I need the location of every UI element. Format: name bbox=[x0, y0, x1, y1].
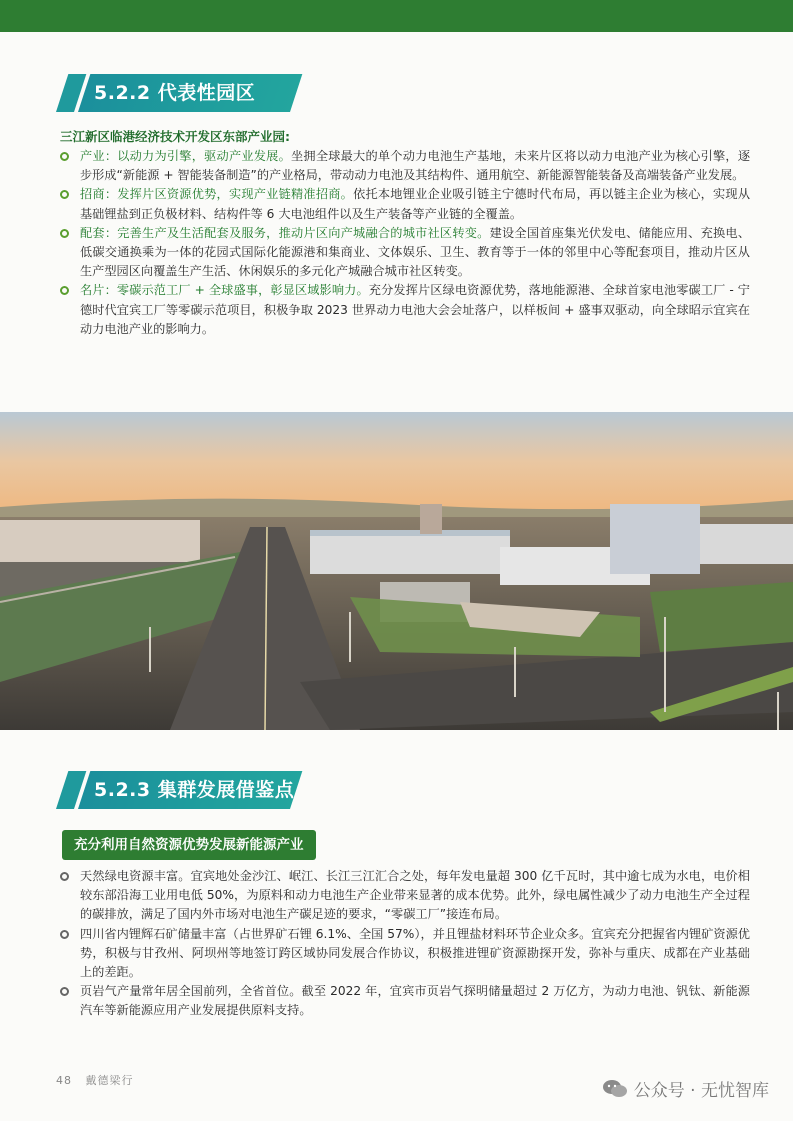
bullet-icon bbox=[60, 987, 69, 996]
list-item: 产业：以动力为引擎，驱动产业发展。坐拥全球最大的单个动力电池生产基地，未来片区将以动力电池产业为核心引擎，逐步形成“新能源 + 智能装备制造”的产业格局，带动动力电池及其结构件、通用航空、新能源智能装备及高端装备产业发展。 bbox=[60, 147, 750, 185]
bullet-icon bbox=[60, 152, 69, 161]
footer-brand: 戴德梁行 bbox=[85, 1074, 134, 1087]
bullet-icon bbox=[60, 229, 69, 238]
subheading-badge: 充分利用自然资源优势发展新能源产业 bbox=[62, 830, 316, 860]
park-bullet-list bbox=[60, 147, 750, 339]
bullet-icon bbox=[60, 930, 69, 939]
park-title: 三江新区临港经济技术开发区东部产业园: bbox=[60, 129, 290, 144]
list-item: 配套：完善生产及生活配套及服务，推动片区向产城融合的城市社区转变。建设全国首座集光伏发电、储能应用、充换电、低碳交通换乘为一体的花园式国际化能源港和集商业、文体娱乐、卫生、教育等于一体的邻里中心等配套项目，推动片区从生产型园区向覆盖生产生活、休闲娱乐的多元化产城融合城市社区转变。 bbox=[60, 224, 750, 282]
wechat-icon bbox=[602, 1079, 628, 1099]
lessons-bullet-list bbox=[60, 867, 750, 1021]
page-number: 48 bbox=[56, 1074, 72, 1087]
list-item: 页岩气产量常年居全国前列，全省首位。截至 2022 年，宜宾市页岩气探明储量超过 2 万亿方，为动力电池、钒钛、新能源汽车等新能源应用产业发展提供原料支持。 bbox=[60, 982, 750, 1020]
list-item: 招商：发挥片区资源优势，实现产业链精准招商。依托本地锂业企业吸引链主宁德时代布局，再以链主企业为核心，实现从基础锂盐到正负极材料、结构件等 6 大电池组件以及生产装备等产业链的全覆盖。 bbox=[60, 185, 750, 223]
watermark bbox=[602, 1076, 769, 1101]
section-title: 5.2.3 集群发展借鉴点 bbox=[94, 779, 295, 801]
section-heading-522 bbox=[56, 74, 294, 112]
top-bar bbox=[0, 0, 793, 32]
section-heading-523 bbox=[56, 771, 294, 809]
bullet-icon bbox=[60, 190, 69, 199]
list-item: 名片：零碳示范工厂 + 全球盛事，彰显区域影响力。充分发挥片区绿电资源优势，落地能源港、全球首家电池零碳工厂 - 宁德时代宜宾工厂等零碳示范项目，积极争取 2023 世界动力电池大会会址落户，以样板间 + 盛事双驱动，向全球昭示宜宾在动力电池产业的影响力。 bbox=[60, 281, 750, 339]
bullet-icon bbox=[60, 872, 69, 881]
list-item: 天然绿电资源丰富。宜宾地处金沙江、岷江、长江三江汇合之处，每年发电量超 300 亿千瓦时，其中逾七成为水电，电价相较东部沿海工业用电低 50%，为原料和动力电池生产企业带来显著的成本优势。此外，绿电属性减少了动力电池生产全过程的碳排放，满足了国内外市场对电池生产碳足迹的要求，“零碳工厂”接连布局。 bbox=[60, 867, 750, 925]
bullet-icon bbox=[60, 286, 69, 295]
watermark-text: 公众号 · 无忧智库 bbox=[633, 1081, 769, 1101]
page-footer bbox=[56, 1072, 134, 1088]
industrial-park-aerial-photo bbox=[0, 412, 793, 730]
section-title: 5.2.2 代表性园区 bbox=[94, 82, 256, 104]
list-item: 四川省内锂辉石矿储量丰富（占世界矿石锂 6.1%、全国 57%），并且锂盐材料环节企业众多。宜宾充分把握省内锂矿资源优势，积极与甘孜州、阿坝州等地签订跨区域协同发展合作协议，积极推进锂矿资源勘探开发，弥补与重庆、成都在产业基础上的差距。 bbox=[60, 925, 750, 983]
